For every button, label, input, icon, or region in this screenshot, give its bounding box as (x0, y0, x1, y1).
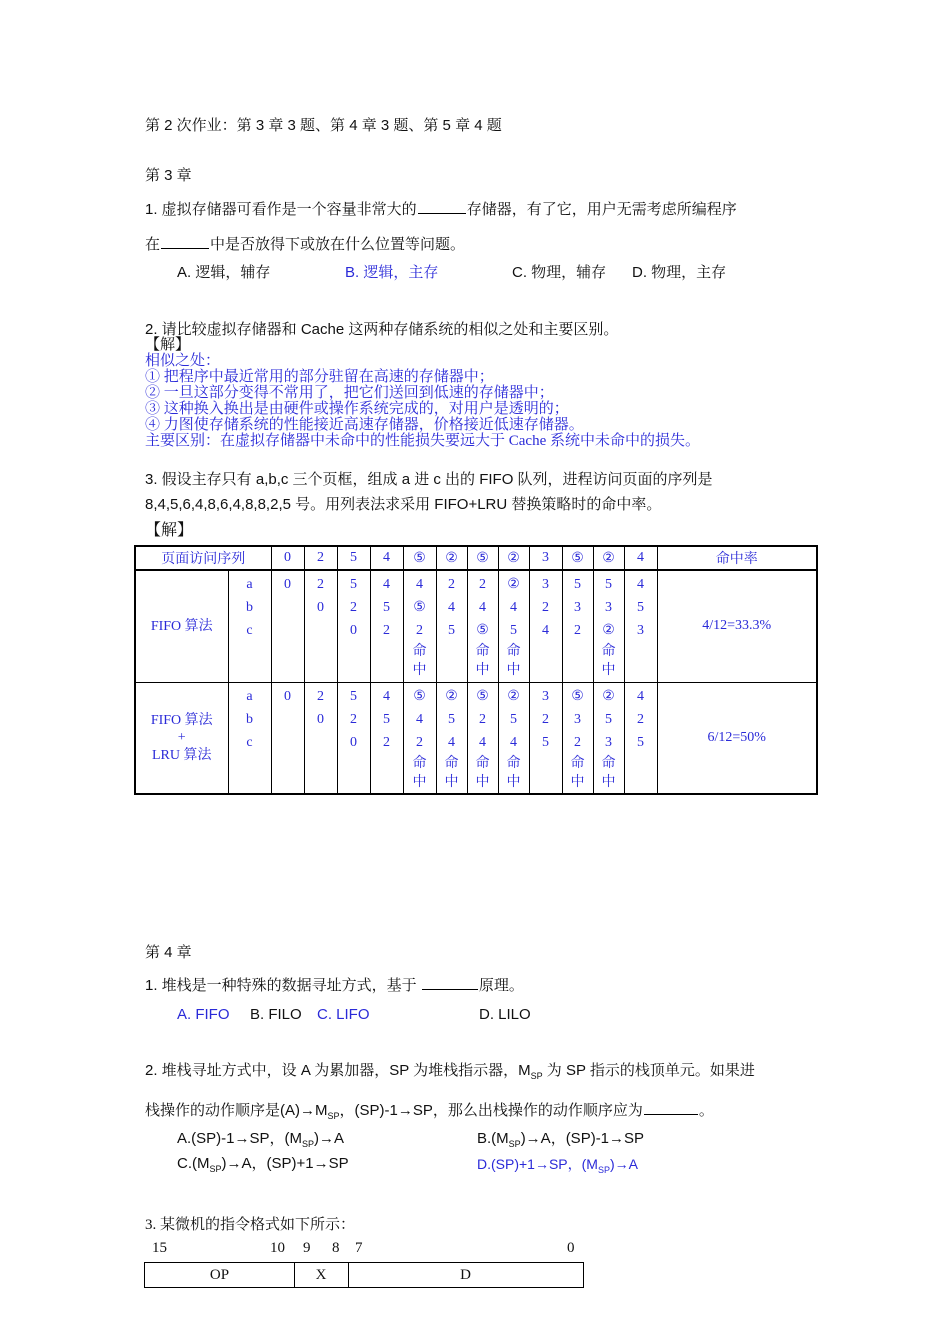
replacement-table (134, 545, 818, 795)
ch4-q2-text-b: 为 SP 指示的栈顶单元。如果进 (542, 1062, 755, 1079)
header-seq-cell: ② (436, 546, 467, 570)
lru-cell-value: 2 (317, 688, 324, 704)
ch3-q2-question: 2. 请比较虚拟存储器和 Cache 这两种存储系统的相似之处和主要区别。 (145, 321, 619, 338)
lru-cell-value: 2 (542, 711, 549, 727)
header-seq-cell: ② (498, 546, 529, 570)
lru-cell-value: ② (602, 688, 615, 704)
lru-col (403, 682, 436, 794)
fifo-cell-value: 3 (574, 600, 581, 615)
lru-cell-value: ⑤ (413, 688, 426, 704)
lru-cell-value: 5 (542, 734, 549, 750)
header-sequence-label: 页面访问序列 (135, 546, 271, 570)
fifo-hit-mark: 中 (412, 663, 427, 678)
frame-labels (228, 682, 271, 794)
lru-hit-mark: 命 (444, 755, 459, 771)
lru-hit-mark: 中 (601, 774, 616, 790)
header-seq-cell: 5 (337, 546, 370, 570)
lru-cell-value: 5 (637, 734, 644, 750)
lru-col (271, 682, 304, 794)
lru-cell-value: 0 (350, 734, 357, 750)
fifo-col (370, 570, 403, 682)
answer-line: ① 把程序中最近常用的部分驻留在高速的存储器中； (145, 369, 494, 385)
fifo-cell-value: 5 (510, 623, 517, 638)
page-heading: 第 2 次作业：第 3 章 3 题、第 4 章 3 题、第 5 章 4 题 (145, 117, 502, 134)
bit-number: 0 (567, 1240, 575, 1256)
option-text: )→A，(SP)+1→SP (221, 1155, 349, 1172)
sp-subscript: SP (508, 1139, 521, 1149)
fifo-row (135, 570, 817, 682)
field-x: X (315, 1267, 327, 1283)
option-text: )→A，(SP)-1→SP (520, 1130, 645, 1147)
answer-line: ② 一旦这部分变得不常用了，把它们送回到低速的存储器中； (145, 385, 554, 401)
answer-line: 主要区别：在虚拟存储器中未命中的性能损失要远大于 Cache 系统中未命中的损失。 (145, 433, 700, 449)
fifo-cell-value: 2 (448, 577, 455, 592)
lru-col (467, 682, 498, 794)
fifo-cell-value: 4 (637, 577, 644, 592)
ch4-q1-text-a: 1. 堆栈是一种特殊的数据寻址方式，基于 (145, 977, 417, 994)
fifo-cell-value: 0 (350, 623, 357, 638)
lru-cell-value: 3 (574, 711, 581, 727)
ch3-q1-line2 (145, 234, 465, 254)
fifo-cell-value: 3 (637, 623, 644, 638)
lru-cell-value: 4 (383, 688, 390, 704)
lru-col (529, 682, 562, 794)
header-seq-cell: ⑤ (562, 546, 593, 570)
fifo-lru-row (135, 682, 817, 794)
header-seq-cell: 0 (271, 546, 304, 570)
lru-col (498, 682, 529, 794)
sp-subscript: SP (209, 1164, 222, 1174)
lru-col (593, 682, 624, 794)
lru-cell-value (272, 731, 304, 754)
header-hit-rate: 命中率 (657, 546, 817, 570)
fifo-col (529, 570, 562, 682)
bit-number: 10 (270, 1240, 285, 1256)
ch4-q3-question: 3. 某微机的指令格式如下所示： (145, 1217, 356, 1233)
fifo-lru-label (135, 682, 228, 794)
option-text: C.(M (177, 1155, 210, 1172)
fifo-col (593, 570, 624, 682)
lru-col (337, 682, 370, 794)
sp-subscript: SP (597, 1164, 610, 1175)
table-header-row (135, 546, 817, 570)
lru-cell-value: ② (507, 688, 520, 704)
fifo-cell-value: 2 (574, 623, 581, 638)
lru-cell-value: 3 (542, 688, 549, 704)
fifo-col (337, 570, 370, 682)
fifo-cell-value: 2 (317, 577, 324, 592)
fifo-cell-value: ② (507, 577, 520, 592)
bit-number: 9 (303, 1240, 311, 1256)
fifo-col (403, 570, 436, 682)
fifo-col (562, 570, 593, 682)
fifo-cell-value: 5 (448, 623, 455, 638)
fifo-cell-value: 2 (416, 623, 423, 638)
bit-number: 15 (152, 1240, 167, 1256)
fifo-cell-value: 0 (317, 600, 324, 615)
fifo-hit-mark: 命 (506, 644, 521, 659)
fifo-cell-value: 3 (542, 577, 549, 592)
fifo-col (436, 570, 467, 682)
ch4-q1-text-b: 原理。 (478, 977, 524, 994)
ch3-q1-line1 (145, 199, 737, 219)
fifo-col (467, 570, 498, 682)
fifo-lru-label-3: LRU 算法 (152, 747, 212, 763)
fifo-cell-value: 5 (574, 577, 581, 592)
answer-line: ④ 力图使存储系统的性能接近高速存储器，价格接近低速存储器。 (145, 417, 584, 433)
lru-hit-mark: 中 (444, 774, 459, 790)
fifo-cell-value: 4 (510, 600, 517, 615)
sp-subscript: SP (530, 1071, 543, 1081)
ch4-q2-option-d (477, 1157, 638, 1176)
ch4-q2-option-b (477, 1131, 644, 1150)
fifo-hit-mark: 命 (601, 644, 616, 659)
sp-subscript: SP (327, 1111, 340, 1121)
ch3-q3-line1: 3. 假设主存只有 a,b,c 三个页框，组成 a 进 c 出的 FIFO 队列，进程访问页面的序列是 (145, 471, 713, 488)
fifo-cell-value (272, 619, 304, 642)
chapter-3-title: 第 3 章 (145, 167, 192, 184)
frame-label: b (246, 600, 253, 615)
ch3-q1-blank-2 (161, 234, 209, 249)
ch3-q2-answer-tag: 【解】 (145, 337, 191, 353)
lru-cell-value: 2 (479, 711, 486, 727)
ch3-q3-line2: 8,4,5,6,4,8,6,4,8,8,2,5 号。用列表法求采用 FIFO+LRU 替换策略时的命中率。 (145, 496, 662, 513)
ch3-q1-text-d: 中是否放得下或放在什么位置等问题。 (210, 236, 466, 253)
instruction-format (144, 1262, 584, 1288)
ch3-q1-text-b: 存储器，有了它，用户无需考虑所编程序 (466, 201, 737, 218)
fifo-label: FIFO 算法 (135, 570, 228, 682)
lru-cell-value: ⑤ (476, 688, 489, 704)
fifo-cell-value: 3 (605, 600, 612, 615)
fifo-cell-value: 5 (350, 577, 357, 592)
ch3-q3-answer-tag: 【解】 (145, 522, 194, 539)
ch4-q2-text-d: ，(SP)-1→SP，那么出栈操作的动作顺序应为 (339, 1102, 643, 1119)
lru-hit-mark: 命 (570, 755, 585, 771)
ch3-q1-option-a: A. 逻辑，辅存 (177, 264, 271, 281)
lru-cell-value: ⑤ (571, 688, 584, 704)
fifo-lru-hit-rate: 6/12=50% (657, 682, 817, 794)
answer-line: ③ 这种换入换出是由硬件或操作系统完成的，对用户是透明的； (145, 401, 569, 417)
lru-cell-value: 2 (416, 734, 423, 750)
option-text: D.(SP)+1→SP，(M (477, 1156, 598, 1172)
fifo-cell-value: ② (602, 623, 615, 638)
lru-hit-mark: 命 (601, 755, 616, 771)
lru-cell-value: ② (445, 688, 458, 704)
lru-hit-mark: 命 (506, 755, 521, 771)
bit-number: 7 (355, 1240, 363, 1256)
fifo-hit-mark: 中 (475, 663, 490, 678)
fifo-cell-value (272, 596, 304, 619)
bit-number: 8 (332, 1240, 340, 1256)
frame-label: a (246, 577, 253, 592)
lru-cell-value: 4 (448, 734, 455, 750)
lru-cell-value: 0 (284, 688, 291, 704)
fifo-cell-value: 5 (605, 577, 612, 592)
lru-hit-mark: 命 (475, 755, 490, 771)
sp-subscript: SP (302, 1139, 315, 1149)
lru-cell-value: 5 (605, 711, 612, 727)
fifo-cell-value: 4 (542, 623, 549, 638)
lru-cell-value (305, 731, 337, 754)
option-text: )→A (609, 1156, 638, 1172)
lru-cell-value (272, 708, 304, 731)
lru-cell-value: 0 (317, 711, 324, 727)
fifo-cell-value: ⑤ (413, 600, 426, 615)
lru-cell-value: 4 (416, 711, 423, 727)
ch4-q2-option-c (177, 1156, 349, 1175)
lru-cell-value: 5 (448, 711, 455, 727)
ch4-q1-blank (422, 975, 478, 990)
ch3-q1-option-b: B. 逻辑，主存 (345, 264, 439, 281)
ch3-q1-option-c: C. 物理，辅存 (512, 264, 607, 281)
lru-hit-mark: 命 (412, 755, 427, 771)
lru-cell-value: 3 (605, 734, 612, 750)
fifo-hit-mark: 中 (506, 663, 521, 678)
fifo-col (304, 570, 337, 682)
lru-cell-value: 2 (383, 734, 390, 750)
fifo-col (271, 570, 304, 682)
lru-cell-value: 5 (350, 688, 357, 704)
ch4-q2-line1 (145, 1063, 755, 1082)
fifo-cell-value: 0 (284, 577, 291, 592)
header-seq-cell: 3 (529, 546, 562, 570)
fifo-cell-value: 2 (479, 577, 486, 592)
fifo-hit-mark: 中 (601, 663, 616, 678)
lru-cell-value: 4 (510, 734, 517, 750)
header-seq-cell: ② (593, 546, 624, 570)
field-d: D (460, 1267, 471, 1283)
lru-cell-value: 4 (637, 688, 644, 704)
frame-labels (228, 570, 271, 682)
ch3-q1-blank-1 (418, 199, 466, 214)
header-seq-cell: ⑤ (467, 546, 498, 570)
ch3-q1-text-c: 在 (145, 236, 161, 253)
fifo-lru-label-1: FIFO 算法 (150, 712, 213, 728)
lru-col (370, 682, 403, 794)
ch3-q1-text-a: 1. 虚拟存储器可看作是一个容量非常大的 (145, 201, 417, 218)
ch4-q2-text-e: 。 (698, 1102, 714, 1119)
fifo-lru-label-2: + (177, 730, 186, 745)
fifo-cell-value: ⑤ (476, 623, 489, 638)
lru-col (304, 682, 337, 794)
answer-line: 相似之处： (145, 353, 221, 369)
chapter-4-title: 第 4 章 (145, 944, 192, 961)
lru-col (624, 682, 657, 794)
lru-cell-value: 2 (350, 711, 357, 727)
fifo-cell-value: 5 (637, 600, 644, 615)
fifo-cell-value: 5 (383, 600, 390, 615)
fifo-hit-mark: 命 (412, 644, 427, 659)
header-seq-cell: 4 (370, 546, 403, 570)
lru-col (562, 682, 593, 794)
fifo-cell-value: 2 (542, 600, 549, 615)
frame-label: b (246, 711, 253, 727)
field-op: OP (209, 1267, 230, 1283)
ch4-q1-option-d: D. LILO (479, 1006, 531, 1023)
header-seq-cell: 4 (624, 546, 657, 570)
ch4-q2-option-a (177, 1131, 344, 1150)
ch4-q2-text-c: 栈操作的动作顺序是(A)→M (145, 1102, 328, 1119)
fifo-col (624, 570, 657, 682)
fifo-cell-value (305, 619, 337, 642)
ch4-q1-option-a: A. FIFO (177, 1006, 230, 1023)
lru-cell-value: 2 (637, 711, 644, 727)
header-seq-cell: 2 (304, 546, 337, 570)
ch3-q1-option-d: D. 物理，主存 (632, 264, 727, 281)
lru-hit-mark: 中 (570, 774, 585, 790)
option-text: B.(M (477, 1130, 509, 1147)
lru-hit-mark: 中 (475, 774, 490, 790)
frame-label: c (246, 623, 253, 638)
lru-cell-value: 2 (574, 734, 581, 750)
lru-col (436, 682, 467, 794)
option-text: A.(SP)-1→SP，(M (177, 1130, 303, 1147)
lru-cell-value: 5 (510, 711, 517, 727)
ch4-q2-line2 (145, 1100, 714, 1122)
frame-label: a (246, 688, 253, 704)
frame-label: c (246, 734, 253, 750)
fifo-cell-value: 4 (448, 600, 455, 615)
lru-cell-value: 4 (479, 734, 486, 750)
header-seq-cell: ⑤ (403, 546, 436, 570)
fifo-cell-value: 2 (383, 623, 390, 638)
option-text: )→A (314, 1130, 345, 1147)
ch4-q1-option-c: C. LIFO (317, 1006, 370, 1023)
lru-cell-value: 5 (383, 711, 390, 727)
fifo-hit-rate: 4/12=33.3% (657, 570, 817, 682)
ch4-q1-option-b: B. FILO (250, 1006, 302, 1023)
fifo-hit-mark: 命 (475, 644, 490, 659)
fifo-col (498, 570, 529, 682)
fifo-cell-value: 4 (416, 577, 423, 592)
lru-hit-mark: 中 (412, 774, 427, 790)
ch4-q1-question (145, 975, 524, 995)
ch4-q2-blank (644, 1100, 698, 1115)
fifo-cell-value: 2 (350, 600, 357, 615)
lru-hit-mark: 中 (506, 774, 521, 790)
fifo-cell-value: 4 (383, 577, 390, 592)
fifo-cell-value: 4 (479, 600, 486, 615)
ch4-q2-text-a: 2. 堆栈寻址方式中，设 A 为累加器，SP 为堆栈指示器，M (145, 1062, 531, 1079)
